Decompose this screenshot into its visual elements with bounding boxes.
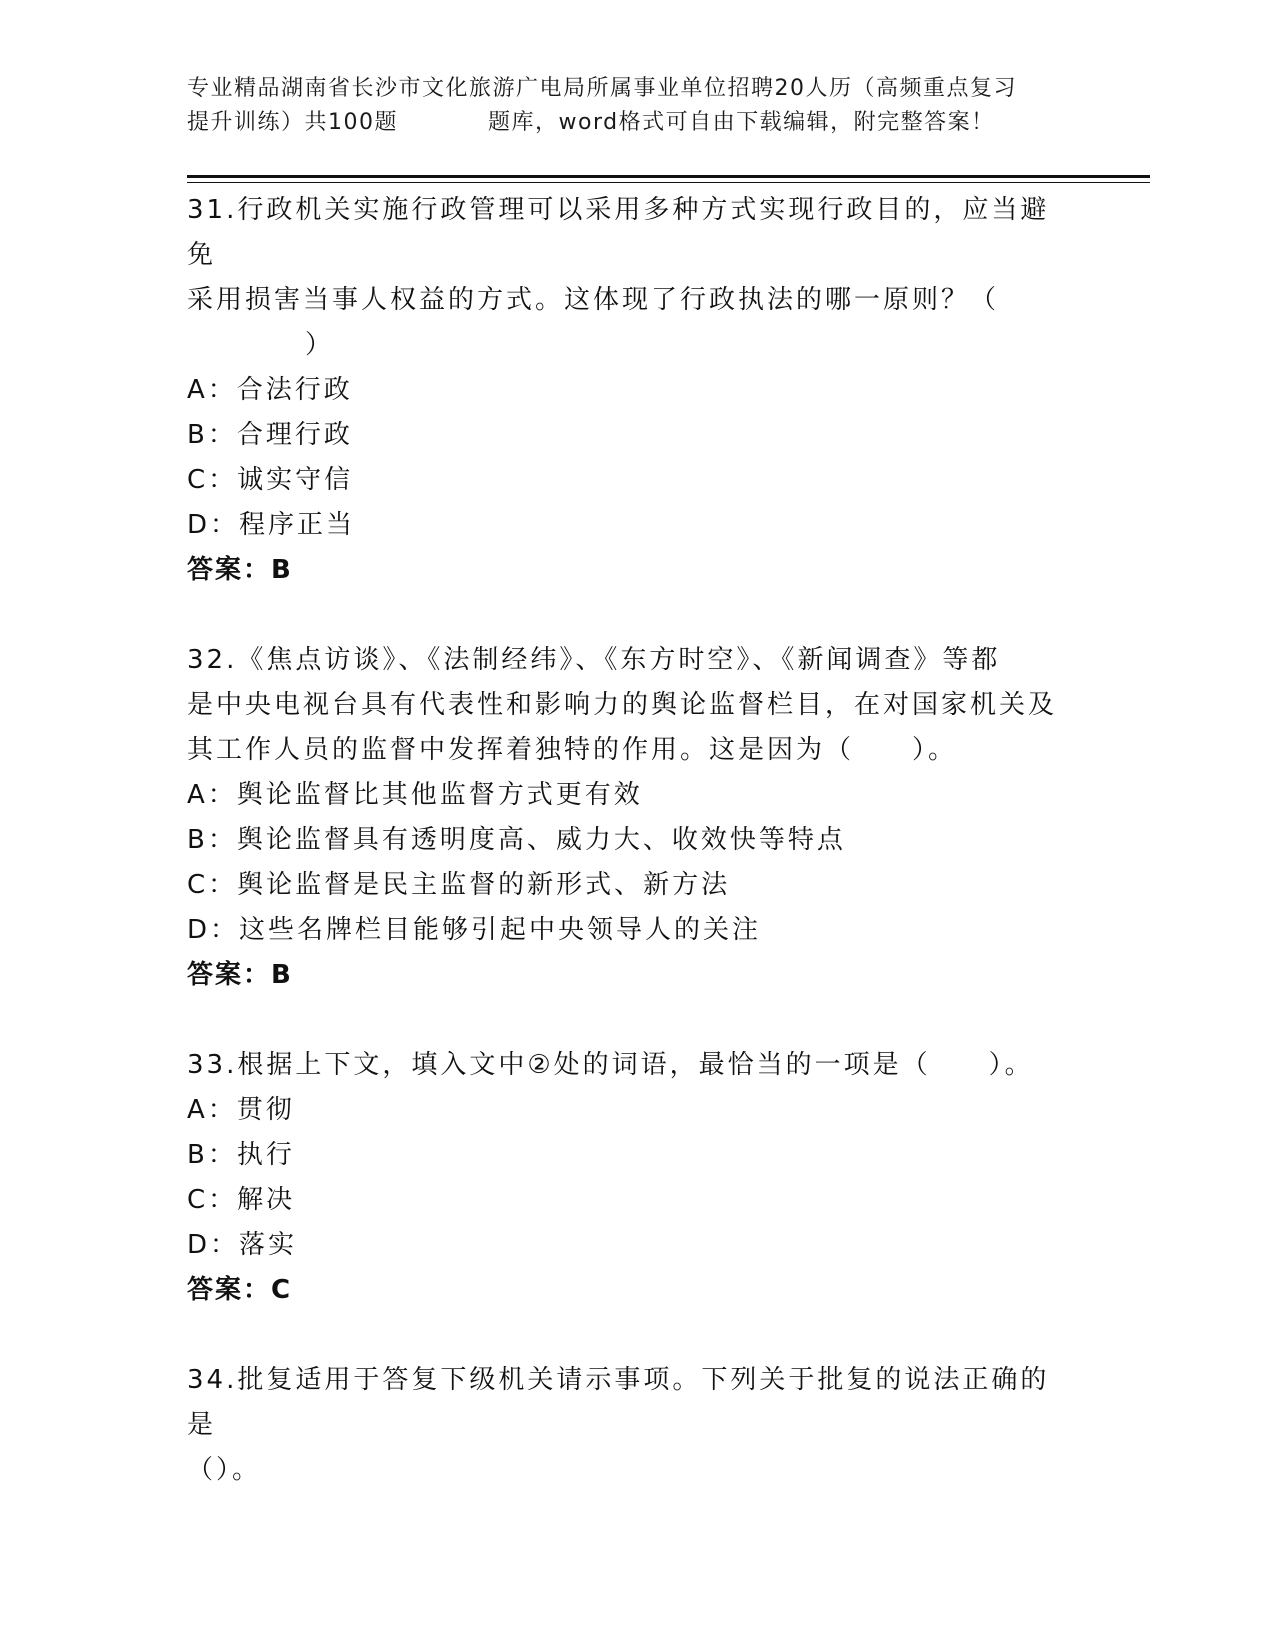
- option-a: A：贯彻: [187, 1095, 295, 1125]
- question-spacer: [187, 593, 1067, 638]
- question-stem-line: 33.根据上下文，填入文中②处的词语，最恰当的一项是（ ）。: [187, 1050, 1034, 1080]
- header-line-1: 专业精品湖南省长沙市文化旅游广电局所属事业单位招聘20人历（高频重点复习: [187, 76, 1017, 101]
- question-stem-line: 32.《焦点访谈》、《法制经纬》、《东方时空》、《新闻调查》等都: [187, 645, 1001, 675]
- page-header: [187, 72, 1087, 140]
- answer-text: 答案：B: [187, 555, 293, 585]
- question-stem-line: 采用损害当事人权益的方式。这体现了行政执法的哪一原则？（: [187, 285, 1000, 315]
- option-a: A：合法行政: [187, 375, 353, 405]
- option-d: D：这些名牌栏目能够引起中央领导人的关注: [187, 915, 762, 945]
- option-c: C：舆论监督是民主监督的新形式、新方法: [187, 870, 731, 900]
- question-stem-line: 34.批复适用于答复下级机关请示事项。下列关于批复的说法正确的是: [187, 1365, 1050, 1440]
- question-stem-line: （）。: [187, 1455, 262, 1485]
- header-divider-thin: [187, 182, 1150, 183]
- question-stem-line: ）: [305, 330, 335, 360]
- answer-text: 答案：C: [187, 1275, 293, 1305]
- header-line-2-part-a: 提升训练）共100题: [187, 110, 398, 135]
- option-b: B：合理行政: [187, 420, 353, 450]
- question-stem-line: 是中央电视台具有代表性和影响力的舆论监督栏目，在对国家机关及: [187, 690, 1058, 720]
- header-divider-thick: [187, 175, 1150, 178]
- option-d: D：落实: [187, 1230, 298, 1260]
- option-d: D：程序正当: [187, 510, 356, 540]
- question-32: [187, 638, 1067, 998]
- question-spacer: [187, 998, 1067, 1043]
- question-34: [187, 1358, 1067, 1493]
- option-b: B：舆论监督具有透明度高、威力大、收效快等特点: [187, 825, 846, 855]
- question-31: [187, 188, 1067, 593]
- question-33: [187, 1043, 1067, 1313]
- answer-text: 答案：B: [187, 960, 293, 990]
- header-line-2-part-b: 题库，word格式可自由下载编辑，附完整答案！: [488, 110, 995, 135]
- question-stem-line: 31.行政机关实施行政管理可以采用多种方式实现行政目的，应当避免: [187, 195, 1050, 270]
- option-a: A：舆论监督比其他监督方式更有效: [187, 780, 643, 810]
- question-stem-line: 其工作人员的监督中发挥着独特的作用。这是因为（ ）。: [187, 735, 958, 765]
- option-c: C：诚实守信: [187, 465, 354, 495]
- question-spacer: [187, 1313, 1067, 1358]
- option-b: B：执行: [187, 1140, 295, 1170]
- header-line-2: [187, 106, 1087, 140]
- option-c: C：解决: [187, 1185, 296, 1215]
- question-list: [187, 188, 1067, 1493]
